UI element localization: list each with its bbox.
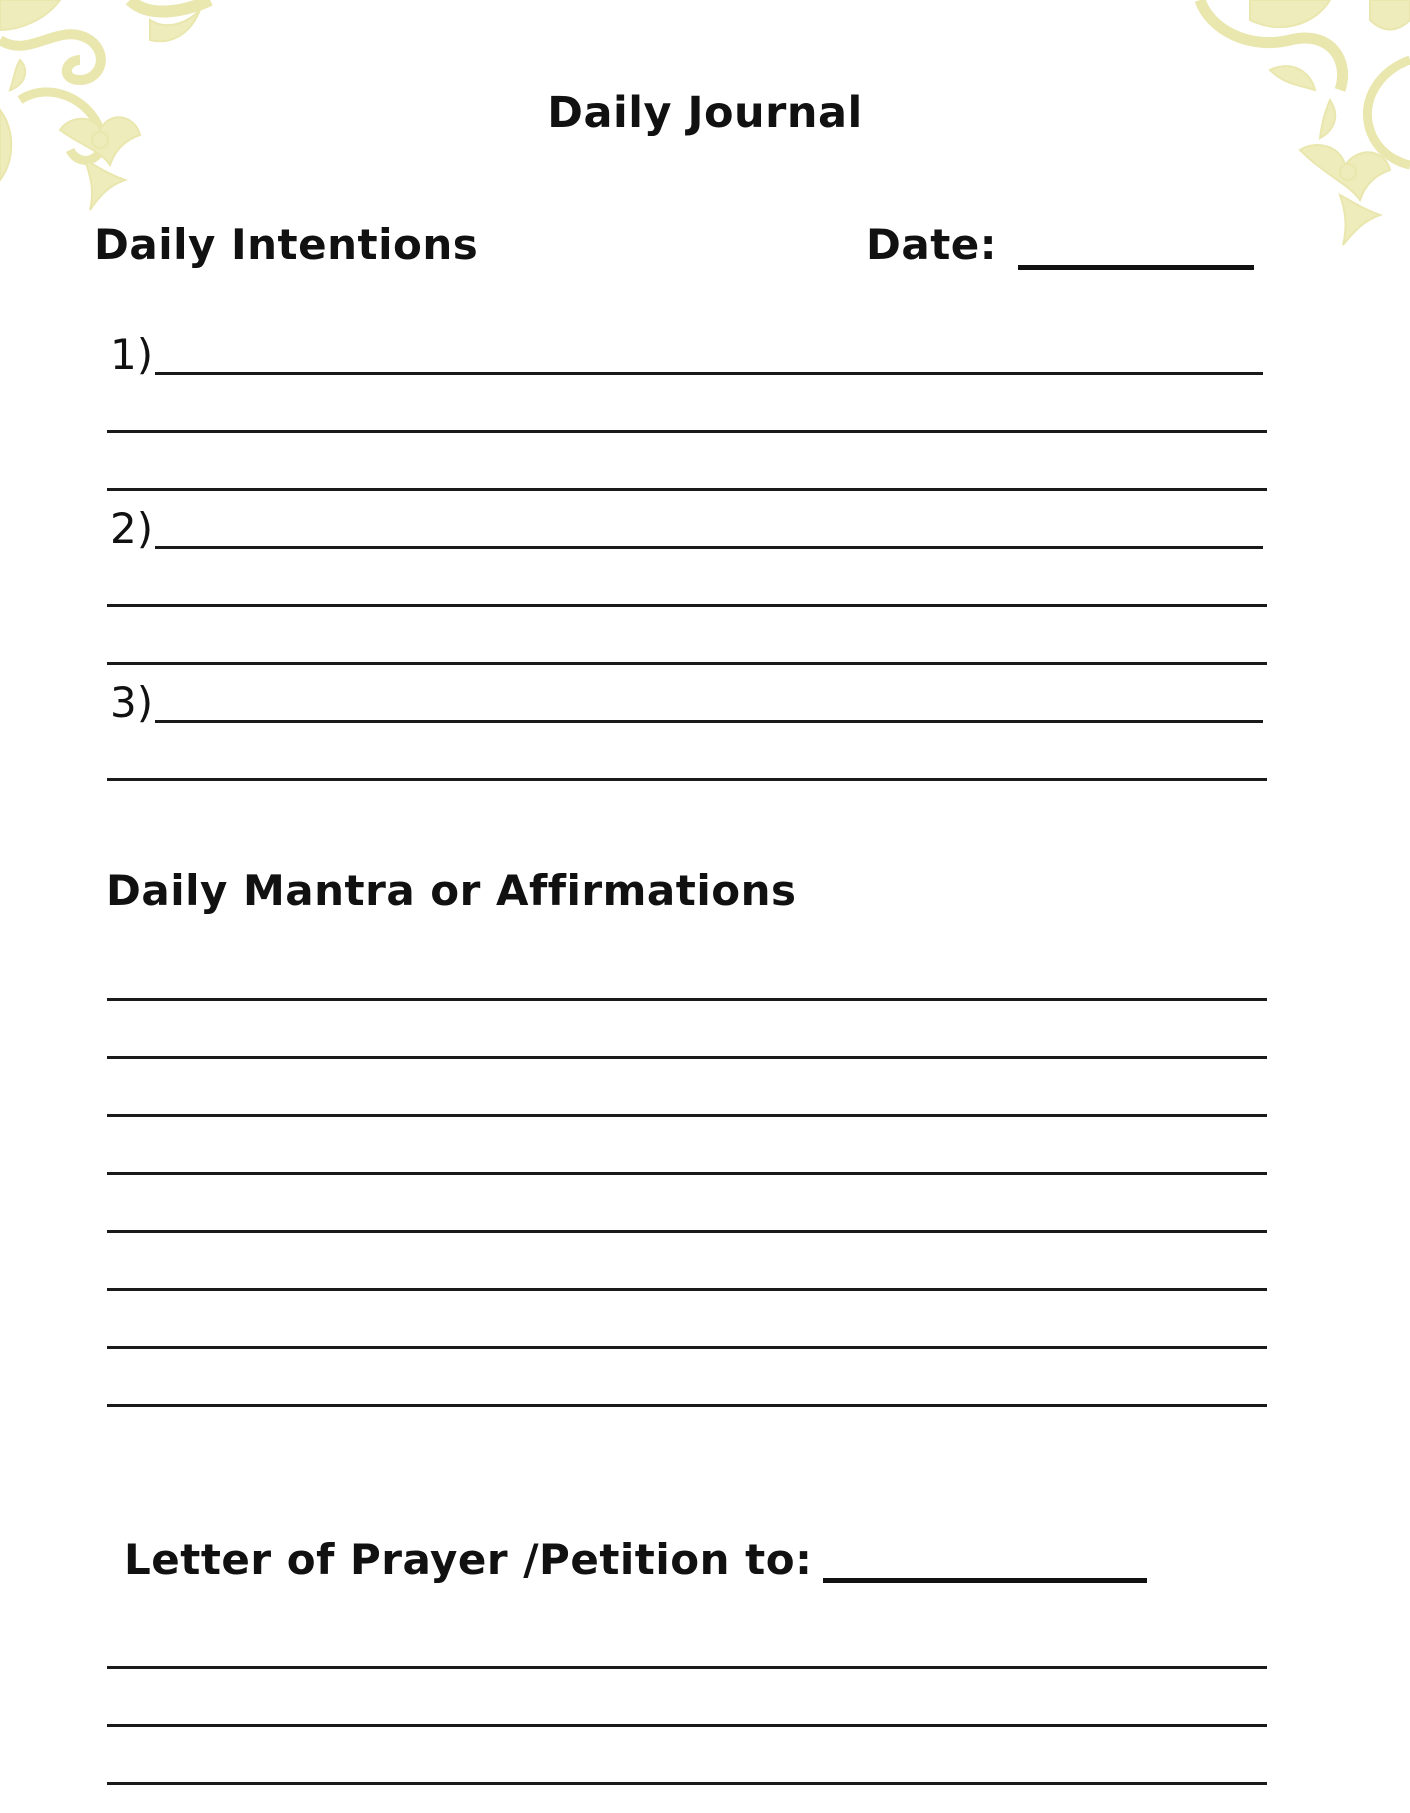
date-blank-line[interactable] — [1018, 265, 1254, 270]
intention-1-continuation-line[interactable] — [107, 488, 1267, 491]
letter-line[interactable] — [107, 1782, 1267, 1785]
page-title: Daily Journal — [547, 88, 863, 138]
date-label: Date: — [866, 220, 998, 269]
mantra-line[interactable] — [107, 1114, 1267, 1117]
letter-line[interactable] — [107, 1666, 1267, 1669]
mantra-line[interactable] — [107, 1288, 1267, 1291]
intention-2-line[interactable] — [155, 546, 1263, 549]
intention-3-line[interactable] — [155, 720, 1263, 723]
intention-number-2: 2) — [110, 504, 154, 553]
letter-heading: Letter of Prayer /Petition to: — [124, 1535, 813, 1584]
intention-2-continuation-line[interactable] — [107, 604, 1267, 607]
mantra-line[interactable] — [107, 1404, 1267, 1407]
intention-number-3: 3) — [110, 678, 154, 727]
mantra-line[interactable] — [107, 1346, 1267, 1349]
intention-2-continuation-line[interactable] — [107, 662, 1267, 665]
intention-number-1: 1) — [110, 330, 154, 379]
intentions-heading: Daily Intentions — [94, 220, 479, 269]
letter-line[interactable] — [107, 1724, 1267, 1727]
mantra-line[interactable] — [107, 1056, 1267, 1059]
mantra-line[interactable] — [107, 998, 1267, 1001]
intention-3-continuation-line[interactable] — [107, 778, 1267, 781]
intention-1-line[interactable] — [155, 372, 1263, 375]
letter-recipient-blank-line[interactable] — [823, 1578, 1147, 1583]
intention-1-continuation-line[interactable] — [107, 430, 1267, 433]
mantra-line[interactable] — [107, 1230, 1267, 1233]
mantra-line[interactable] — [107, 1172, 1267, 1175]
mantra-heading: Daily Mantra or Affirmations — [106, 866, 797, 915]
